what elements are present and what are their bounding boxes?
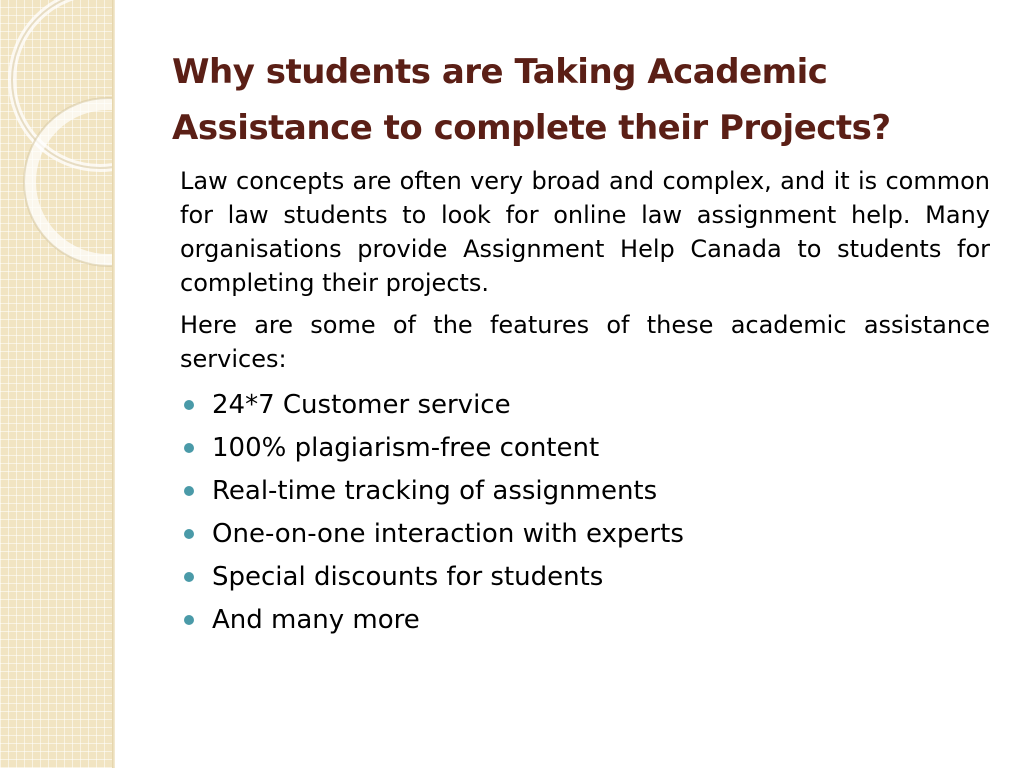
list-item-text: 24*7 Customer service [212, 390, 511, 420]
list-item-text: Real-time tracking of assignments [212, 476, 658, 506]
bullet-dot-icon [184, 572, 194, 582]
bullet-dot-icon [184, 443, 194, 453]
bullet-dot-icon [184, 615, 194, 625]
slide-title: Why students are Taking Academic Assistance to complete their Projects? [172, 52, 891, 148]
list-item [180, 556, 990, 599]
list-item-text: Special discounts for students [212, 562, 604, 592]
list-item-text: One-on-one interaction with experts [212, 519, 684, 549]
list-item [180, 470, 990, 513]
bullet-dot-icon [184, 486, 194, 496]
bullet-dot-icon [184, 529, 194, 539]
features-intro-paragraph: Here are some of the features of these academic assistance services: [180, 311, 990, 373]
intro-paragraph: Law concepts are often very broad and complex, and it is common for law students to look for online law assignment help. Many organisations provide Assignment Help Canada to students for completing their projects. [180, 167, 990, 297]
decorative-rings [0, 0, 112, 300]
list-item [180, 513, 990, 556]
list-item [180, 599, 990, 642]
list-item [180, 384, 990, 427]
list-item-text: And many more [212, 605, 420, 635]
features-list [180, 384, 990, 642]
bullet-dot-icon [184, 400, 194, 410]
list-item [180, 427, 990, 470]
list-item-text: 100% plagiarism-free content [212, 433, 600, 463]
slide-content [180, 164, 990, 642]
side-divider [112, 0, 115, 768]
decorative-side-panel [0, 0, 112, 768]
